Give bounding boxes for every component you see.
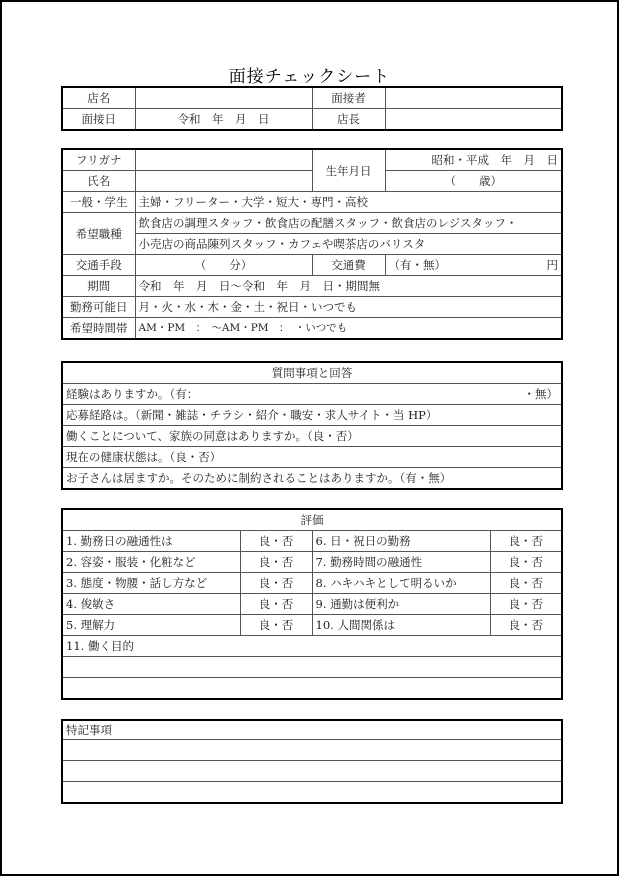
- name-label: 氏名: [62, 171, 135, 192]
- interview-date-label: 面接日: [62, 109, 135, 131]
- job-options-line1[interactable]: 飲食店の調理スタッフ・飲食店の配膳スタッフ・飲食店のレジスタッフ・: [135, 213, 562, 234]
- fare-options: （有・無）: [388, 258, 446, 272]
- eval-item: 1. 勤務日の融通性は: [62, 531, 240, 552]
- questions-header: 質問事項と回答: [62, 362, 562, 384]
- shop-field[interactable]: [135, 87, 312, 109]
- category-label: 一般・学生: [62, 192, 135, 213]
- period-label: 期間: [62, 276, 135, 297]
- eval-mark[interactable]: 良・否: [240, 531, 312, 552]
- workdays-label: 勤務可能日: [62, 297, 135, 318]
- remarks-line[interactable]: [62, 782, 562, 804]
- job-label: 希望職種: [62, 213, 135, 255]
- eval-mark[interactable]: 良・否: [490, 552, 562, 573]
- birth-label: 生年月日: [312, 149, 385, 192]
- eval-mark[interactable]: 良・否: [240, 615, 312, 636]
- eval-mark[interactable]: 良・否: [490, 531, 562, 552]
- eval-mark[interactable]: 良・否: [240, 594, 312, 615]
- job-options-line2[interactable]: 小売店の商品陳列スタッフ・カフェや喫茶店のバリスタ: [135, 234, 562, 255]
- eval-mark[interactable]: 良・否: [490, 615, 562, 636]
- question-experience-end: ・無）: [523, 387, 558, 401]
- eval-mark[interactable]: 良・否: [490, 594, 562, 615]
- name-field[interactable]: [135, 171, 312, 192]
- remarks-table: [61, 719, 563, 804]
- evaluation-table: [61, 508, 563, 700]
- eval-mark[interactable]: 良・否: [490, 573, 562, 594]
- eval-mark[interactable]: 良・否: [240, 552, 312, 573]
- question-experience-text: 経験はありますか。（有：: [66, 387, 199, 401]
- eval-item: 10. 人間関係は: [312, 615, 490, 636]
- remarks-header: 特記事項: [62, 720, 562, 740]
- interviewer-label: 面接者: [312, 87, 385, 109]
- interviewer-field[interactable]: [385, 87, 562, 109]
- eval-item: 9. 通勤は便利か: [312, 594, 490, 615]
- eval-item: 8. ハキハキとして明るいか: [312, 573, 490, 594]
- eval-item: 7. 勤務時間の融通性: [312, 552, 490, 573]
- shop-info-table: [61, 86, 563, 131]
- evaluation-header: 評価: [62, 509, 562, 531]
- page-title: 面接チェックシート: [228, 67, 391, 87]
- eval-item: 6. 日・祝日の勤務: [312, 531, 490, 552]
- eval-item: 3. 態度・物腰・話し方など: [62, 573, 240, 594]
- remarks-line[interactable]: [62, 761, 562, 782]
- eval-purpose-line[interactable]: [62, 657, 562, 678]
- remarks-line[interactable]: [62, 740, 562, 761]
- workdays-options[interactable]: 月・火・水・木・金・土・祝日・いつでも: [135, 297, 562, 318]
- age-field[interactable]: （ 歳）: [385, 171, 562, 192]
- eval-purpose-label: 11. 働く目的: [62, 636, 562, 657]
- question-health[interactable]: 現在の健康状態は。（良・否）: [62, 447, 562, 468]
- furigana-field[interactable]: [135, 149, 312, 171]
- period-field[interactable]: 令和 年 月 日〜令和 年 月 日・期間無: [135, 276, 562, 297]
- hours-label: 希望時間帯: [62, 318, 135, 340]
- shop-label: 店名: [62, 87, 135, 109]
- question-children[interactable]: お子さんは居ますか。そのために制約されることはありますか。（有・無）: [62, 468, 562, 490]
- eval-item: 2. 容姿・服装・化粧など: [62, 552, 240, 573]
- hours-field[interactable]: AM・PM ： 〜AM・PM ： ・いつでも: [135, 318, 562, 340]
- applicant-table: [61, 148, 563, 340]
- question-source[interactable]: 応募経路は。（新聞・雑誌・チラシ・紹介・職安・求人サイト・当 HP）: [62, 405, 562, 426]
- fare-field[interactable]: [385, 255, 562, 276]
- eval-item: 5. 理解力: [62, 615, 240, 636]
- transport-minutes-field[interactable]: （ 分）: [135, 255, 312, 276]
- eval-purpose-line[interactable]: [62, 678, 562, 700]
- interview-date-field[interactable]: 令和 年 月 日: [135, 109, 312, 131]
- manager-label: 店長: [312, 109, 385, 131]
- birth-date-field[interactable]: 昭和・平成 年 月 日: [385, 149, 562, 171]
- question-family-consent[interactable]: 働くことについて、家族の同意はありますか。（良・否）: [62, 426, 562, 447]
- eval-mark[interactable]: 良・否: [240, 573, 312, 594]
- questions-table: [61, 361, 563, 490]
- manager-field[interactable]: [385, 109, 562, 131]
- category-options[interactable]: 主婦・フリーター・大学・短大・専門・高校: [135, 192, 562, 213]
- fare-label: 交通費: [312, 255, 385, 276]
- transport-label: 交通手段: [62, 255, 135, 276]
- furigana-label: フリガナ: [62, 149, 135, 171]
- fare-unit: 円: [546, 258, 558, 272]
- question-experience[interactable]: [62, 384, 562, 405]
- eval-item: 4. 俊敏さ: [62, 594, 240, 615]
